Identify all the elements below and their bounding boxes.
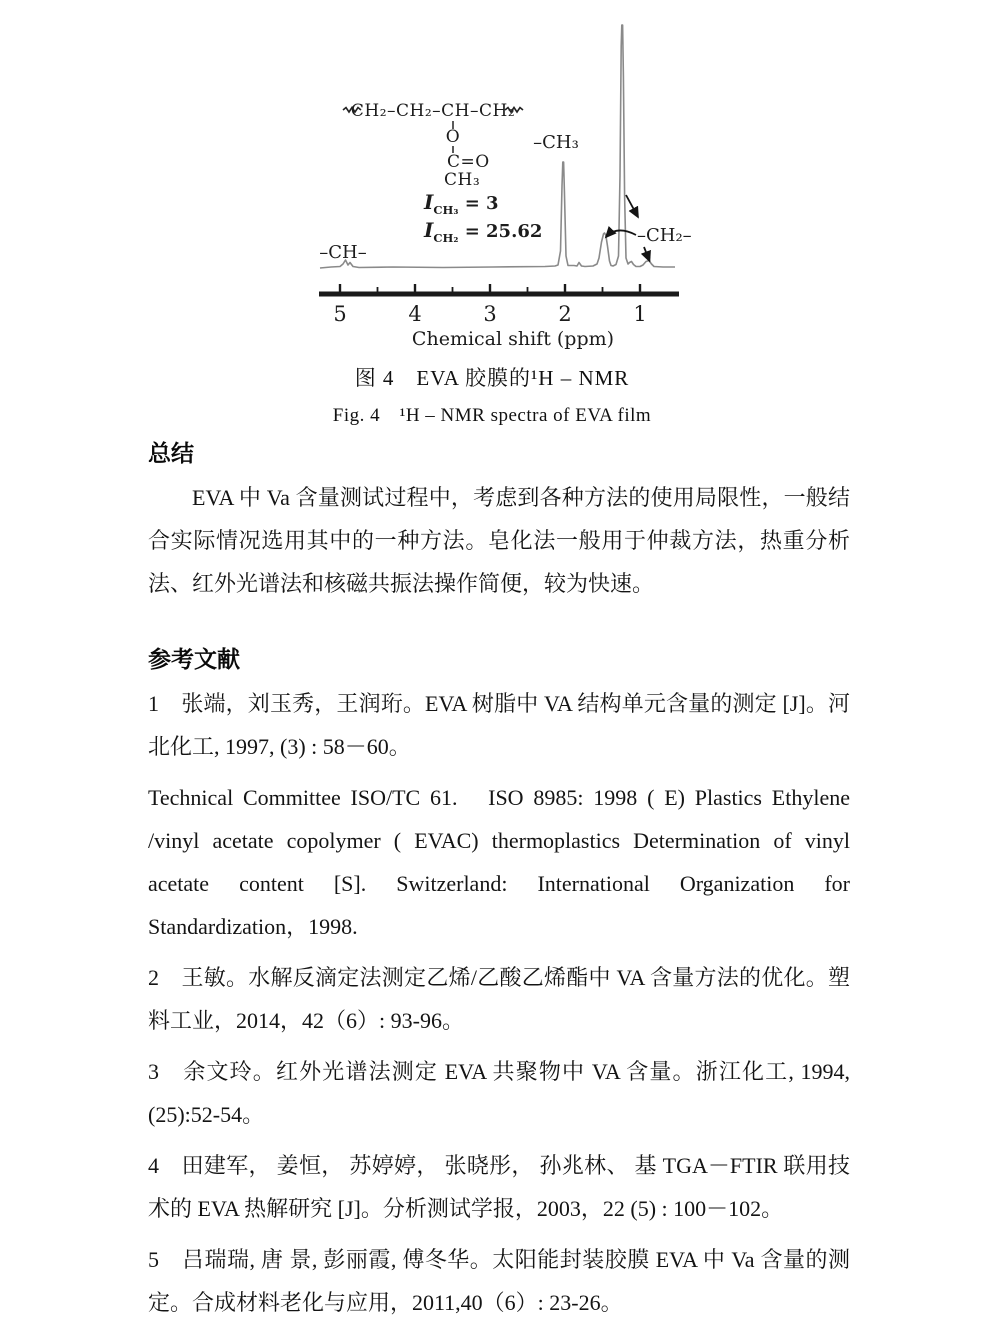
reference-item-2: 2 王敏。水解反滴定法测定乙烯/乙酸乙烯酯中 VA 含量方法的优化。塑料工业，2014，42（6）: 93-96。 xyxy=(148,965,850,1033)
arrow-to-tall-peak xyxy=(626,195,638,217)
summary-section xyxy=(148,438,850,605)
pendant-oxygen: O xyxy=(445,127,461,147)
x-tick-5: 5 xyxy=(333,302,347,326)
x-tick-4: 4 xyxy=(408,302,422,326)
reference-item-iso: Technical Committee ISO/TC 61. ISO 8985: 1998 ( E) Plastics Ethylene /vinyl acetate copolymer ( EVAC) thermoplastics Determination of vinyl acetate content [S]. Switzerland: International Organization for Standardization，1998. xyxy=(148,785,850,939)
nmr-spectrum-svg xyxy=(293,16,741,352)
reference-item-5: 5 吕瑞瑞, 唐 景, 彭丽霞, 傅冬华。太阳能封装胶膜 EVA 中 Va 含量的测定。合成材料老化与应用，2011,40（6）: 23-26。 xyxy=(148,1247,850,1315)
summary-heading: 总结 xyxy=(148,440,194,466)
x-axis-major-ticks xyxy=(340,284,640,292)
reference-item-4: 4 田建军， 姜恒， 苏婷婷， 张晓彤， 孙兆林、 基 TGA－FTIR 联用技术的 EVA 热解研究 [J]。分析测试学报，2003，22 (5) : 100－102。 xyxy=(148,1153,850,1221)
references-section xyxy=(148,644,850,1332)
peak-label-ch: –CH– xyxy=(319,242,367,263)
figure-caption-zh: 图 4 EVA 胶膜的¹H – NMR xyxy=(354,366,630,390)
reference-item-1: 1 张端，刘玉秀，王润珩。EVA 树脂中 VA 结构单元含量的测定 [J]。河北化工, 1997, (3) : 58－60。 xyxy=(148,691,850,759)
x-tick-1: 1 xyxy=(633,302,647,326)
pendant-methyl: CH₃ xyxy=(444,170,481,190)
figure-caption-en: Fig. 4 ¹H – NMR spectra of EVA film xyxy=(332,405,652,426)
arrow-to-small-peak xyxy=(644,247,650,261)
backbone-formula: CH₂–CH₂–CH–CH₂ xyxy=(350,101,516,121)
pendant-carbonyl: C=O xyxy=(447,152,490,172)
summary-paragraph: EVA 中 Va 含量测试过程中，考虑到各种方法的使用局限性，一般结合实际情况选用其中的一种方法。皂化法一般用于仲裁方法，热重分析法、红外光谱法和核磁共振法操作简便，较为快速。 xyxy=(148,485,850,596)
x-axis-title: Chemical shift (ppm) xyxy=(411,328,615,350)
peak-label-ch2: –CH₂– xyxy=(637,225,692,246)
peak-label-ch3: –CH₃ xyxy=(533,132,579,153)
x-axis xyxy=(319,284,679,350)
x-tick-3: 3 xyxy=(483,302,497,326)
integral-ch3-annotation: $I_{CH_3} = 3$ xyxy=(424,190,499,217)
x-tick-2: 2 xyxy=(558,302,572,326)
integral-ch2-annotation: $I_{CH_2} = 25.62$ xyxy=(424,218,543,245)
reference-item-3: 3 余文玲。红外光谱法测定 EVA 共聚物中 VA 含量。浙江化工, 1994, (25):52-54。 xyxy=(148,1059,850,1127)
molecular-structure xyxy=(343,101,523,190)
arrow-to-medium-peak xyxy=(606,230,636,237)
nmr-figure xyxy=(293,16,741,352)
references-heading: 参考文献 xyxy=(148,646,240,672)
